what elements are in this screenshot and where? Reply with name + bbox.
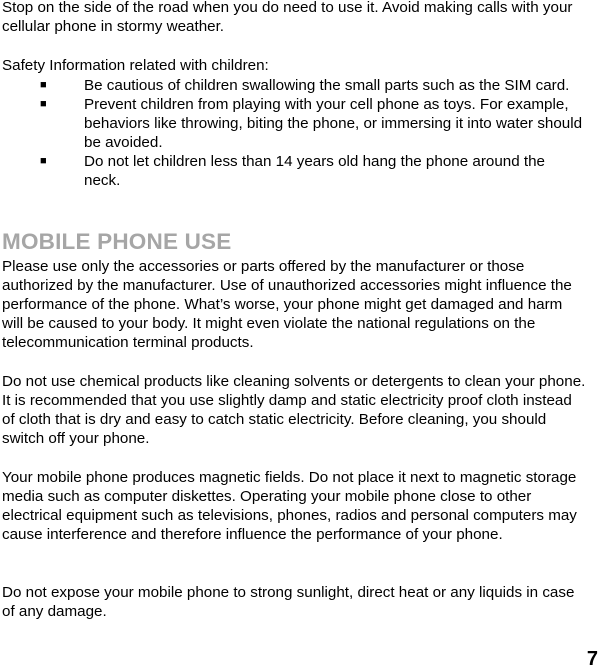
list-item-text: Be cautious of children swallowing the small parts such as the SIM card. [84,77,570,94]
square-bullet-icon: ■ [40,79,47,91]
section-heading: MOBILE PHONE USE [2,229,232,254]
square-bullet-icon: ■ [40,98,47,110]
square-bullet-icon: ■ [40,155,47,167]
children-safety-list [0,76,600,190]
sunlight-paragraph: Do not expose your mobile phone to strong sunlight, direct heat or any liquids in case of any damage. [2,584,575,620]
list-item-text: Prevent children from playing with your cell phone as toys. For example, behaviors like throwing, biting the phone, or immersing it into water should be avoided. [84,96,583,151]
list-item [0,76,584,95]
accessories-paragraph: Please use only the accessories or parts offered by the manufacturer or those authorized by the manufacturer. Use of unauthorized accessories might influence the performance of the phone. What’s worse, your phone might get damaged and harm will be caused to your body. It might even violate the national regulations on the telecommunication terminal products. [2,258,572,351]
magnetic-fields-paragraph: Your mobile phone produces magnetic fields. Do not place it next to magnetic storage media such as computer diskettes. Operating your mobile phone close to other electrical equipment such as televisions, phones, radios and personal computers may cause interference and therefore influence the performance of your phone. [2,469,577,543]
list-item-text: Do not let children less than 14 years old hang the phone around the neck. [84,153,546,189]
page-number: 7 [586,648,598,670]
list-item [0,95,584,152]
list-item [0,152,584,190]
cleaning-paragraph: Do not use chemical products like cleaning solvents or detergents to clean your phone. It is recommended that you use slightly damp and static electricity proof cloth instead of cloth that is dry and easy to catch static electricity. Before cleaning, you should switch off your phone. [2,373,586,447]
children-safety-title: Safety Information related with children: [2,57,269,74]
intro-paragraph: Stop on the side of the road when you do need to use it. Avoid making calls with your cellular phone in stormy weather. [2,0,573,35]
